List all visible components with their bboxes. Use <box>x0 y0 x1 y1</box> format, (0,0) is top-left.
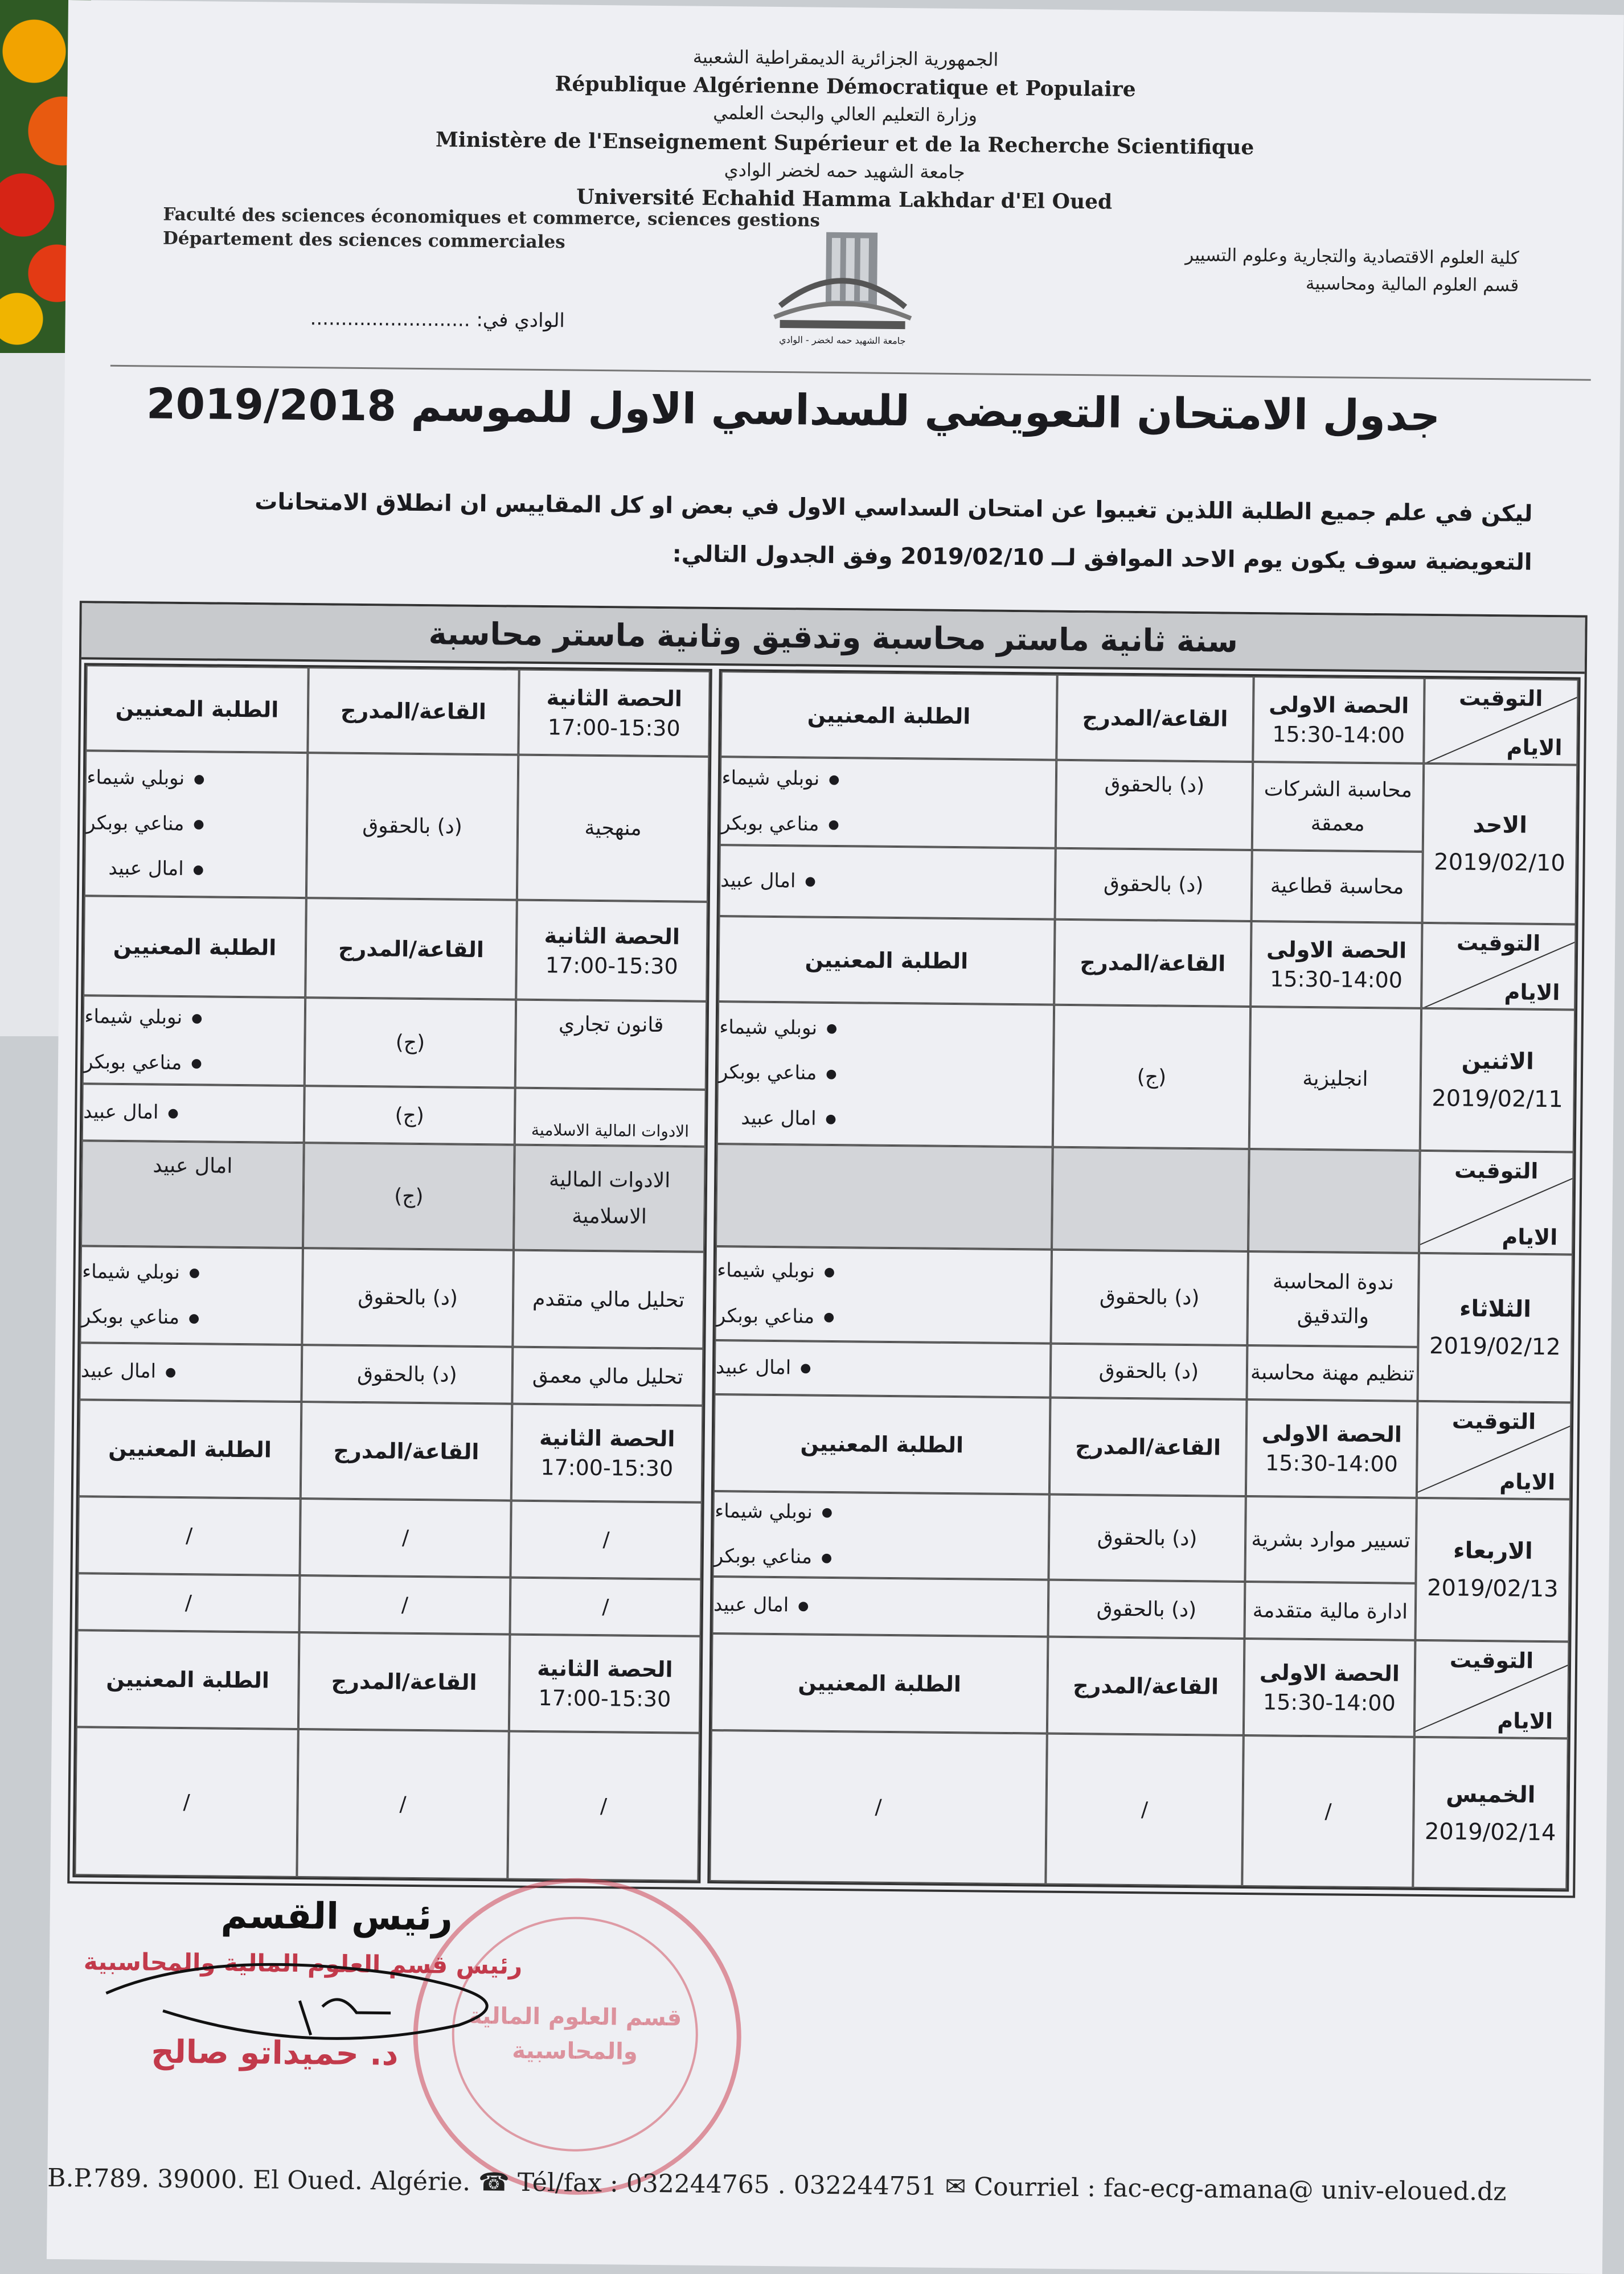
day-tuesday: الثلاثاء 2019/02/12 <box>1417 1253 1572 1403</box>
notice-line-2: التعويضية سوف يكون يوم الاحد الموافق لــ 2019/02/10 وفق الجدول التالي: <box>672 541 1532 576</box>
subject-cell: تحليل مالي متقدم <box>512 1250 704 1349</box>
students-header: الطلبة المعنيين <box>79 1399 302 1499</box>
logo-caption: جامعة الشهيد حمه لخضر - الوادي <box>779 334 906 347</box>
students-cell: ● نوبلي شيماء ● مناعي بوبكر <box>83 995 305 1086</box>
students-header: الطلبة المعنيين <box>83 896 306 998</box>
empty-cell: / <box>297 1729 508 1879</box>
timing-days-header: التوقيت الايام <box>1417 1401 1572 1500</box>
room-header: القاعة/المدرج <box>1049 1398 1247 1496</box>
header-fr-faculty: Faculté des sciences économiques et commerce, sciences gestions <box>163 204 821 231</box>
header-fr-department: Département des sciences commerciales <box>162 228 565 253</box>
room-cell: (د) بالحقوق <box>1048 1495 1245 1582</box>
header-fr-ministry: Ministère de l'Enseignement Supérieur et de la Recherche Scientifique <box>435 128 1254 159</box>
session1-panel <box>707 669 1580 1891</box>
empty-cell: / <box>1242 1735 1414 1888</box>
subject-cell: قانون تجاري <box>515 1000 707 1090</box>
day-thursday: الخميس 2019/02/14 <box>1413 1737 1568 1890</box>
empty-cell: / <box>510 1501 702 1579</box>
header-fr-republic: République Algérienne Démocratique et Populaire <box>555 72 1136 102</box>
students-cell: ● نوبلي شيماء ● مناعي بوبكر <box>720 757 1056 848</box>
date-line: الوادي في: .......................... <box>310 307 565 333</box>
signature-title: رئيس القسم <box>220 1894 453 1939</box>
footer-contact: B.P.789. 39000. El Oued. Algérie. ☎ Tél/fax : 032244765 . 032244751 ✉ Courriel : fac-ecg-amana@ univ-eloued.dz <box>47 2163 1507 2207</box>
header-ar-ministry: وزارة التعليم العالي والبحث العلمي <box>713 101 978 126</box>
day-monday: الاثنين 2019/02/11 <box>1420 1008 1575 1152</box>
day-sunday: الاحد 2019/02/10 <box>1422 764 1578 925</box>
students-header: الطلبة المعنيين <box>720 671 1057 760</box>
room-header: القاعة/المدرج <box>301 1402 512 1501</box>
empty-cell: / <box>1045 1734 1244 1886</box>
students-cell: ● امال عبيد <box>719 845 1056 920</box>
session2-header: الحصة الثانية 17:00-15:30 <box>509 1635 701 1733</box>
subject-cell: ندوة المحاسبة والتدقيق <box>1247 1251 1419 1347</box>
students-cell: ● نوبلي شيماء ● مناعي بوبكر <box>712 1491 1049 1580</box>
header-ar-faculty-block <box>1006 240 1519 299</box>
students-cell: ● نوبلي شيماء ● مناعي بوبكر <box>80 1246 303 1345</box>
room-cell: (د) بالحقوق <box>1051 1344 1248 1399</box>
header-divider <box>110 365 1591 381</box>
room-cell: (ج) <box>1053 1005 1250 1149</box>
empty-cell: / <box>77 1496 300 1575</box>
room-header: القاعة/المدرج <box>1056 675 1253 762</box>
room-header: القاعة/المدرج <box>1047 1637 1245 1735</box>
room-header: القاعة/المدرج <box>307 667 519 755</box>
subject-cell: الادوات المالية الاسلامية <box>514 1145 706 1252</box>
header-fr-university: Université Echahid Hamma Lakhdar d'El Oued <box>576 184 1113 214</box>
university-logo <box>757 220 929 359</box>
header-ar-republic: الجمهورية الجزائرية الديمقراطية الشعبية <box>692 46 999 71</box>
empty-cell: / <box>507 1731 699 1881</box>
session2-header: الحصة الثانية 17:00-15:30 <box>516 900 708 1001</box>
timing-days-header: التوقيت الايام <box>1421 923 1576 1010</box>
subject-cell: منهجية <box>517 755 709 902</box>
document-page <box>47 0 1624 2274</box>
subject-cell: ادارة مالية متقدمة <box>1244 1582 1416 1640</box>
room-cell: (د) بالحقوق <box>302 1248 514 1347</box>
room-header: القاعة/المدرج <box>305 898 517 1000</box>
room-header: القاعة/المدرج <box>1054 920 1251 1007</box>
room-cell: (د) بالحقوق <box>306 753 518 900</box>
session1-header: الحصة الاولى 15:30-14:00 <box>1253 676 1424 764</box>
room-cell: (د) بالحقوق <box>1051 1250 1248 1345</box>
day-wednesday: الاربعاء 2019/02/13 <box>1415 1498 1570 1642</box>
students-cell: ● امال عبيد <box>79 1343 302 1402</box>
empty-cell: / <box>75 1727 298 1877</box>
room-cell: (د) بالحقوق <box>1055 848 1252 921</box>
empty-cell: / <box>77 1573 300 1632</box>
room-cell: (ج) <box>305 998 516 1088</box>
students-cell: ● امال عبيد <box>715 1340 1051 1398</box>
header-ar-department: قسم العلوم المالية ومحاسبية <box>1305 273 1519 296</box>
session2-header: الحصة الثانية 17:00-15:30 <box>518 670 710 757</box>
session1-header: الحصة الاولى 15:30-14:00 <box>1246 1399 1418 1498</box>
session1-header: الحصة الاولى 15:30-14:00 <box>1244 1639 1416 1737</box>
room-cell: (ج) <box>304 1086 515 1145</box>
schedule-title: سنة ثانية ماستر محاسبة وتدقيق وثانية ماستر محاسبة <box>81 603 1585 674</box>
students-cell: ● نوبلي شيماء ● مناعي بوبكر ● امال عبيد <box>717 1001 1054 1147</box>
students-header: الطلبة المعنيين <box>713 1394 1051 1495</box>
room-cell: (د) بالحقوق <box>1056 760 1253 850</box>
room-cell: (د) بالحقوق <box>1048 1580 1245 1639</box>
header-ar-faculty: كلية العلوم الاقتصادية والتجارية وعلوم التسيير <box>1185 244 1519 269</box>
exam-schedule-table <box>67 601 1588 1898</box>
session2-header: الحصة الثانية 17:00-15:30 <box>511 1404 703 1503</box>
signature-subtitle: رئيس قسم العلوم المالية والمحاسبية <box>83 1947 523 1980</box>
students-header: الطلبة المعنيين <box>85 665 308 753</box>
header-ar-university: جامعة الشهيد حمه لخضر الوادي <box>724 159 965 183</box>
empty-cell: / <box>510 1578 701 1636</box>
subject-cell: محاسبة الشركات معمقة <box>1252 762 1424 852</box>
empty-header-cell <box>1052 1147 1249 1251</box>
timing-days-header: التوقيت الايام <box>1419 1151 1574 1255</box>
students-cell: ● نوبلي شيماء ● مناعي بوبكر ● امال عبيد <box>84 750 307 898</box>
notice-line-1: ليكن في علم جميع الطلبة اللذين تغيبوا عن امتحان السداسي الاول في بعض او كل المقاييس ان انطلاق الامتحانات <box>255 489 1533 527</box>
session2-panel <box>72 663 712 1883</box>
students-header: الطلبة المعنيين <box>76 1630 300 1729</box>
empty-header-cell <box>716 1144 1053 1250</box>
empty-cell: / <box>710 1730 1047 1885</box>
subject-cell: محاسبة قطاعية <box>1252 850 1423 923</box>
students-cell: ● نوبلي شيماء ● مناعي بوبكر <box>715 1246 1052 1344</box>
empty-header-cell <box>1248 1149 1420 1253</box>
subject-cell: تنظيم مهنة محاسبة <box>1247 1345 1418 1401</box>
signature-name: د. حميداتو صالح <box>151 2033 399 2073</box>
header-fr-faculty-block <box>163 203 847 257</box>
subject-cell: تحليل مالي معمق <box>512 1347 703 1406</box>
timing-days-header: التوقيت الايام <box>1414 1640 1569 1739</box>
subject-cell: الادوات المالية الاسلامية <box>515 1088 706 1147</box>
session1-header: الحصة الاولى 15:30-14:00 <box>1250 921 1422 1008</box>
room-header: القاعة/المدرج <box>298 1632 510 1731</box>
students-cell: ● امال عبيد <box>712 1577 1049 1637</box>
page-title: جدول الامتحان التعويضي للسداسي الاول للموسم 2019/2018 <box>146 379 1441 441</box>
stamp-text: قسم العلوم المالية والمحاسبية <box>451 1916 699 2153</box>
subject-cell: تسيير موارد بشرية <box>1245 1496 1416 1583</box>
subject-cell: انجليزية <box>1249 1007 1421 1151</box>
students-header: الطلبة المعنيين <box>718 916 1055 1005</box>
students-header: الطلبة المعنيين <box>711 1633 1048 1734</box>
students-cell: امال عبيد <box>81 1140 304 1248</box>
room-cell: (ج) <box>303 1143 515 1250</box>
timing-days-header: التوقيت الايام <box>1424 678 1578 765</box>
empty-cell: / <box>299 1575 510 1635</box>
empty-cell: / <box>300 1499 511 1578</box>
students-cell: ● امال عبيد <box>82 1083 305 1143</box>
room-cell: (د) بالحقوق <box>301 1345 512 1404</box>
